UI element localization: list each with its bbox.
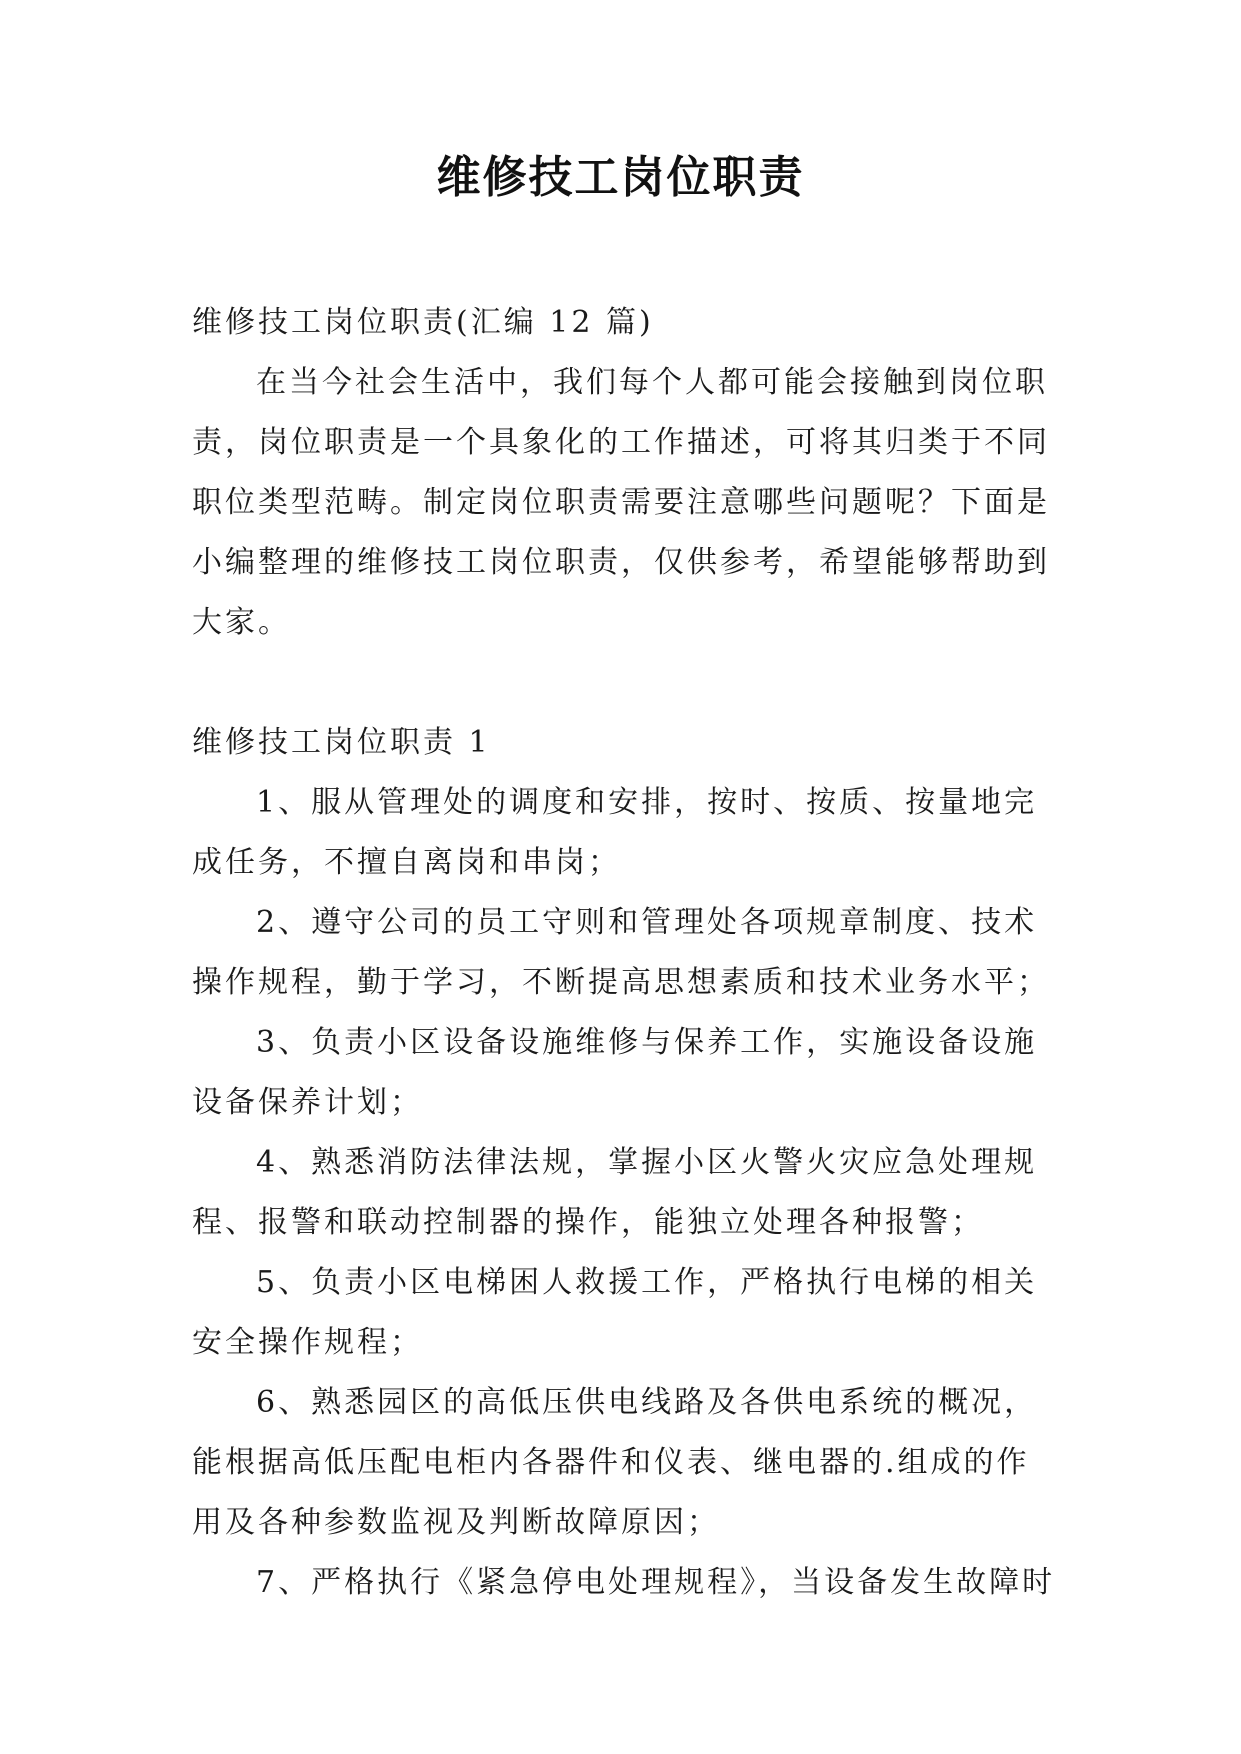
paragraph-line: 大家。 (192, 605, 291, 640)
list-item-line: 安全操作规程； (192, 1325, 423, 1360)
paragraph-line: 小编整理的维修技工岗位职责，仅供参考，希望能够帮助到 (192, 545, 1050, 580)
document-title: 维修技工岗位职责 (436, 152, 805, 203)
list-item-line: 7、严格执行《紧急停电处理规程》，当设备发生故障时 (256, 1565, 1056, 1600)
list-item-line: 2、遵守公司的员工守则和管理处各项规章制度、技术 (256, 905, 1038, 940)
list-item-line: 操作规程，勤于学习，不断提高思想素质和技术业务水平； (192, 965, 1050, 1000)
list-item-line: 成任务，不擅自离岗和串岗； (192, 845, 621, 880)
paragraph-line: 在当今社会生活中，我们每个人都可能会接触到岗位职 (256, 365, 1048, 400)
list-item-line: 用及各种参数监视及判断故障原因； (192, 1505, 720, 1540)
paragraph-line: 责，岗位职责是一个具象化的工作描述，可将其归类于不同 (192, 425, 1050, 460)
paragraph-line: 职位类型范畴。制定岗位职责需要注意哪些问题呢？下面是 (192, 485, 1050, 520)
list-item-line: 能根据高低压配电柜内各器件和仪表、继电器的.组成的作 (192, 1445, 1030, 1480)
list-item-line: 3、负责小区设备设施维修与保养工作，实施设备设施 (256, 1025, 1038, 1060)
list-item-line: 程、报警和联动控制器的操作，能独立处理各种报警； (192, 1205, 984, 1240)
subtitle-line: 维修技工岗位职责(汇编 12 篇) (192, 305, 654, 340)
list-item-line: 设备保养计划； (192, 1085, 423, 1120)
list-item-line: 4、熟悉消防法律法规，掌握小区火警火灾应急处理规 (256, 1145, 1038, 1180)
list-item-line: 1、服从管理处的调度和安排，按时、按质、按量地完 (256, 785, 1038, 820)
section-heading: 维修技工岗位职责 1 (192, 725, 491, 760)
document-body (192, 293, 1056, 1613)
paragraph-gap (192, 653, 1052, 713)
list-item-line: 6、熟悉园区的高低压供电线路及各供电系统的概况， (256, 1385, 1038, 1420)
list-item-line: 5、负责小区电梯困人救援工作，严格执行电梯的相关 (256, 1265, 1038, 1300)
